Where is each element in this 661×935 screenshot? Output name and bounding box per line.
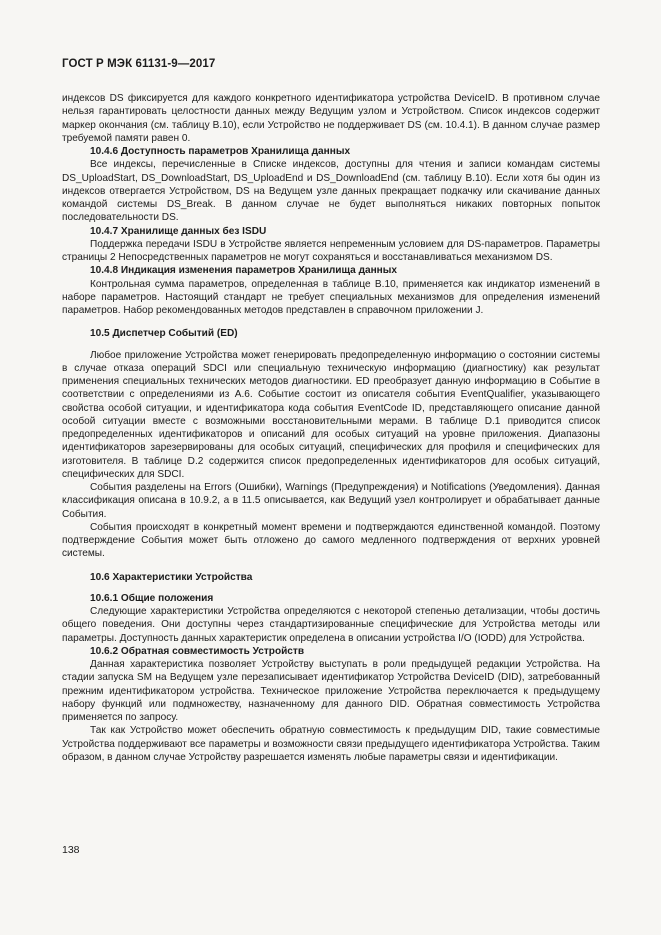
heading-10-5: 10.5 Диспетчер Событий (ED) <box>90 328 238 340</box>
paragraph-10-4-8: Контрольная сумма параметров, определенная в таблице B.10, применяется как индикатор изменений в наборе параметров. Настоящий стандарт не требует специальных механизмов для определения изменений параметров. Набор рекомендованных методов представлен в справочном приложении J. <box>62 278 600 316</box>
paragraph-10-4-6: Все индексы, перечисленные в Списке индексов, доступны для чтения и записи командам системы DS_UploadStart, DS_DownloadStart, DS_UploadEnd и DS_DownloadEnd (см. таблицу B.10). Если хотя бы один из индексов отвергается Устройством, DS на Ведущем узле данных прекращает подкачку или скачивание данных командой системы DS_Break. В данном случае не будет выполняться никаких повторных попыток последовательности DS. <box>62 159 600 224</box>
paragraph-10-4-7: Поддержка передачи ISDU в Устройстве является непременным условием для DS-параметров. Параметры страницы 2 Непосредственных параметров не могут сохраняться и восстанавливаться механизмом DS. <box>62 238 600 263</box>
document-body <box>62 92 600 764</box>
paragraph-10-5-c: События происходят в конкретный момент времени и подтверждаются единственной командой. Поэтому подтверждение События может быть отложено до самого медленного подтверждения от верхних уровней системы. <box>62 521 600 560</box>
standard-header: ГОСТ Р МЭК 61131-9—2017 <box>62 58 216 70</box>
heading-10-6-2: 10.6.2 Обратная совместимость Устройств <box>90 645 305 657</box>
heading-10-6: 10.6 Характеристики Устройства <box>90 571 253 583</box>
paragraph-10-6-1: Следующие характеристики Устройства определяются с некоторой степенью детализации, чтобы достичь общего поведения. Они доступны через стандартизированные специфические для Устройства методы или параметры. Доступность данных характеристик определена в описании устройства I/O (IODD) для Устройства. <box>62 606 600 644</box>
heading-10-4-6: 10.4.6 Доступность параметров Хранилища данных <box>90 146 351 157</box>
heading-10-4-8: 10.4.8 Индикация изменения параметров Хранилища данных <box>90 265 398 277</box>
heading-10-6-1: 10.6.1 Общие положения <box>90 592 214 604</box>
paragraph-10-5-b: События разделены на Errors (Ошибки), Warnings (Предупреждения) и Notifications (Уведомления). Данная классификация описана в 10.9.2, а в 11.5 описывается, как Ведущий узел контролирует и обрабатывает данные События. <box>62 482 600 520</box>
heading-10-4-7: 10.4.7 Хранилище данных без ISDU <box>90 225 267 237</box>
page-number: 138 <box>62 844 80 856</box>
paragraph-continuation: индексов DS фиксируется для каждого конкретного идентификатора устройства DeviceID. В противном случае нельзя гарантировать целостности данных между Ведущим узлом и Устройством. Список индексов содержит маркер окончания (см. таблицу B.10), если Устройство не поддерживает DS (см. 10.4.1). В данном случае размер требуемой памяти равен 0. <box>62 93 600 144</box>
paragraph-10-6-2-a: Данная характеристика позволяет Устройству выступать в роли предыдущей редакции Устройства. На стадии запуска SM на Ведущем узле перезаписывает идентификатор Устройства DeviceID (DID), затребованный прежним идентификатором устройства. Техническое приложение Устройства переключается к предыдущему набору функций или подмножеству, назначенному для данного DID. Обратная совместимость Устройства применяется по запросу. <box>62 659 600 723</box>
paragraph-10-5-a: Любое приложение Устройства может генерировать предопределенную информацию о состоянии системы в случае отказа операций SDCI или специальную техническую информацию (диагностику) как результат применения специальных технических методов диагностики. ED преобразует данную информацию в Событие в соответствии с определениями из A.6. Событие состоит из описателя события EventQualifier, указывающего свойства особой ситуации, и идентификатора кода события EventCode ID, представляющего описание данной особой ситуации вместе с возможными восстановительными мерами. В таблице D.1 приводится список предопределенных идентификаторов и описаний для особых ситуаций на уровне приложения. Диапазоны идентификаторов зарезервированы для особых ситуаций, специфических для профиля и специфических для изготовителя. В таблице D.2 содержится список предопределенных идентификаторов для особых ситуаций, специфических для SDCI. <box>62 349 600 480</box>
paragraph-10-6-2-b: Так как Устройство может обеспечить обратную совместимость к предыдущим DID, такие совместимые Устройства поддерживают все параметры и возможности связи предыдущего идентификатора Устройства. Таким образом, в данном случае Устройству разрешается изменять любые параметры связи и идентификации. <box>62 725 600 763</box>
